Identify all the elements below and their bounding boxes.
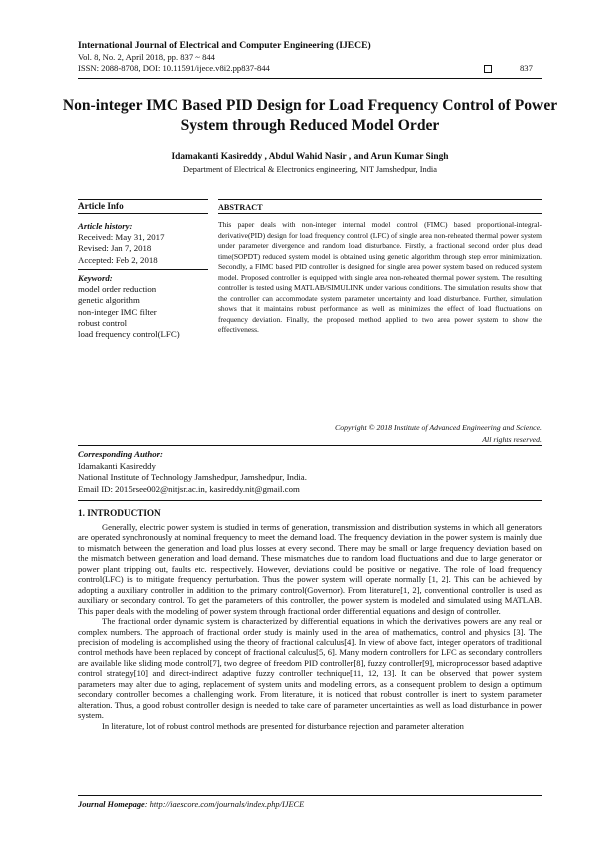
corresponding-name: Idamakanti Kasireddy [78,460,156,471]
history-label: Article history: [78,221,133,231]
issn-line: ISSN: 2088-8708, DOI: 10.11591/ijece.v8i2.pp837-844 [78,63,270,73]
keyword-item: genetic algorithm [78,295,140,306]
keyword-item: load frequency control(LFC) [78,329,180,340]
keyword-label: Keyword: [78,273,113,283]
paragraph: In literature, lot of robust control methods are presented for disturbance rejection and parameter alteration [102,720,464,731]
corresponding-author [78,449,542,495]
keyword-item: non-integer IMC filter [78,306,157,317]
square-icon [484,65,492,73]
volume-line: Vol. 8, No. 2, April 2018, pp. 837 ~ 844 [78,52,215,62]
rights-line: All rights reserved. [482,435,542,444]
paragraph: The fractional order dynamic system is characterized by differential equations in which the derivatives powers are any real or complex numbers. The approach of fractional order study is mainly used in the area of mathematics, control and physics [3]. The precision of modeling is accomplished using the theory of fractional calculus[4]. In view of above fact, integer operators of traditional control methods have been replaced by concept of fractional calculus[5, 6]. Many modern controllers for LFC as secondary controllers are available like sliding mode control[7], two degree of freedom PID controller[8], fuzzy controller[9], microprocessor based adaptive control strategy[10] and direct-indirect adaptive fuzzy controller technique[11, 12, 13]. It can be observed that power system parameters may alter due to aging, replacement of system units and modeling errors, as a consequent problem to design a optimum secondary controller becomes a challenging work. From literature, it is noticed that robust controller is inert to system parameter alteration. Thus, a good robust controller design is needed to take care of parameter uncertainties as well as load disturbance in power system. [78,616,542,721]
revised-date: Revised: Jan 7, 2018 [78,243,152,254]
info-heading-rule [78,213,208,214]
article-info-heading: Article Info [78,201,124,211]
section-heading: 1. INTRODUCTION [78,508,161,518]
journal-name: International Journal of Electrical and Computer Engineering (IJECE) [78,40,371,51]
copyright-block [218,422,542,446]
homepage-url[interactable]: : http://iaescore.com/journals/index.php/IJECE [144,800,305,809]
copyright-line: Copyright © 2018 Institute of Advanced Engineering and Science. [335,423,542,432]
abstract-top-rule [218,199,542,200]
accepted-date: Accepted: Feb 2, 2018 [78,254,158,265]
history-rule [78,269,208,270]
keywords-block [78,273,208,340]
abstract-heading: ABSTRACT [218,203,263,212]
section-body [78,522,542,731]
corresponding-label: Corresponding Author: [78,449,163,459]
abstract-heading-rule [218,213,542,214]
journal-homepage [78,800,304,809]
abstract-text: This paper deals with non-integer internal model control (FIMC) based proportional-integral-derivative(PID) design for load frequency control (LFC) of single area non-reheated thermal power system under parameter divergence and random load disturbance. Firstly, a fractional second order plus dead time(SOPDT) reduced system model is obtained using genetic algorithm through step error minimization. Secondly, a FIMC based PID controller is designed for single area power system based on reduced system model. Proposed controller is equipped with single area non-reheated thermal power system. The resulting controller is tested using MATLAB/SIMULINK under various conditions. The simulation results show that the controller can accommodate system parameter uncertainty and load disturbance. Further, simulation shows that it maintains robust performance as well as minimizes the effect of load fluctuations on frequency deviation. Finally, the proposed method applied to two area power system to show the effectiveness. [218,220,542,334]
keyword-item: model order reduction [78,284,157,295]
authors: Idamakanti Kasireddy , Abdul Wahid Nasir , and Arun Kumar Singh [171,152,449,162]
corresponding-bottom-rule [78,500,542,501]
footer-rule [78,795,542,796]
header-rule [78,78,542,79]
info-top-rule [78,199,208,200]
corresponding-institute: National Institute of Technology Jamshedpur, Jamshedpur, India. [78,472,307,483]
keyword-item: robust control [78,317,128,328]
homepage-label: Journal Homepage [78,800,145,809]
received-date: Received: May 31, 2017 [78,232,165,243]
paragraph: Generally, electric power system is studied in terms of generation, transmission and distribution systems in which all generators are operated synchronously at nominal frequency to meet the demand load. The frequency deviation in the power system is mainly due to mismatch between the generation and load plus losses at every second. There may be small or large frequency deviation based on the mismatch between generation and load demand. These mismatches due to random load fluctuations and due to large generator or power plant tripping out, faults etc. respectively. However, deviations could be positive or negative. The role of load frequency control(LFC) is to mitigate frequency perturbation. Thus the power system will operate normally [1, 2]. This can be achieved by adopting a auxiliary controller in addition to the primary control(Governor). From literature[1, 2], conventional controller is used as auxiliary or secondary control. To get the parameters of this controller, the power system is modeled and simulated using MATLAB. This paper deals with the modeling of power system through fractional order differential equations and design of controller. [78,522,542,616]
affiliation: Department of Electrical & Electronics engineering, NIT Jamshedpur, India [183,165,437,174]
corresponding-email: Email ID: 2015rsee002@nitjsr.ac.in, kasireddy.nit@gmail.com [78,483,300,494]
page-number: 837 [520,63,533,73]
paper-title: Non-integer IMC Based PID Design for Load Frequency Control of Power System through Reduced Model Order [62,97,558,134]
article-history [78,221,208,266]
corresponding-top-rule [78,445,542,446]
